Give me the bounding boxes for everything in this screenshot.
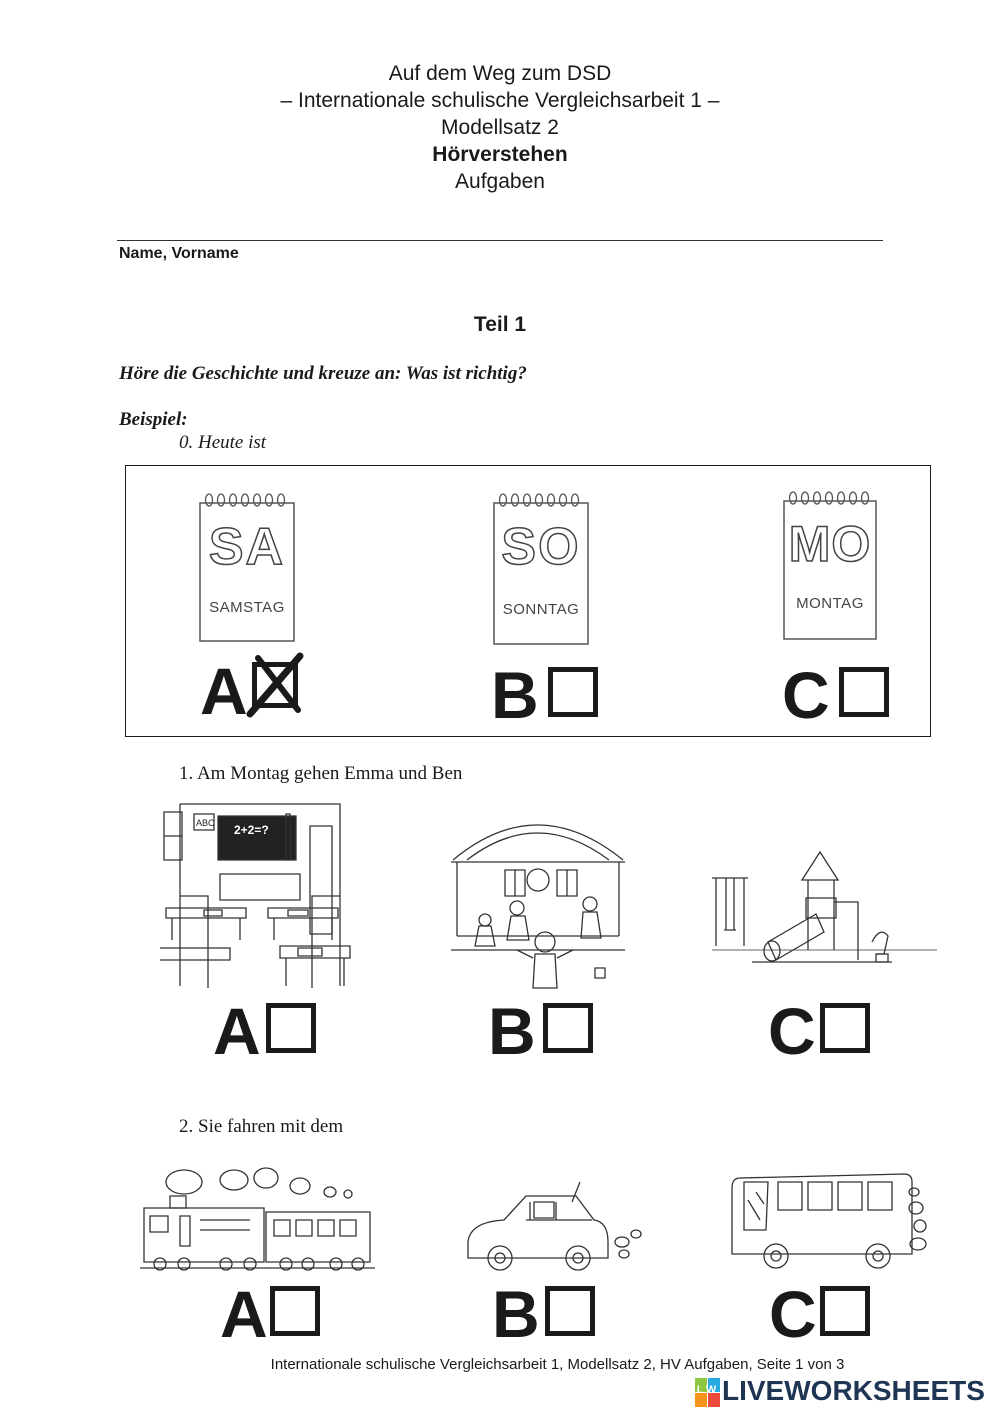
page-footer: Internationale schulische Vergleichsarbeit 1, Modellsatz 2, HV Aufgaben, Seite 1 von 3	[270, 1356, 845, 1373]
classroom-picture-icon	[160, 800, 360, 990]
checkbox-q1-a[interactable]	[266, 1003, 316, 1053]
checkbox-q1-c[interactable]	[820, 1003, 870, 1053]
calendar-day-label: SONNTAG	[502, 601, 580, 618]
header-skill: Hörverstehen	[432, 143, 568, 166]
option-letter-b: B	[492, 1277, 538, 1351]
checkbox-q2-c[interactable]	[820, 1286, 870, 1336]
header-tasks: Aufgaben	[455, 170, 545, 193]
example-question: 0. Heute ist	[179, 432, 267, 453]
checkmark-x-icon	[244, 650, 308, 718]
example-label: Beispiel:	[119, 409, 188, 430]
name-field-label: Name, Vorname	[119, 245, 239, 262]
option-letter-a: A	[213, 994, 259, 1068]
calendar-sunday-icon	[491, 491, 591, 646]
calendar-day-label: MONTAG	[796, 595, 864, 612]
name-input-line[interactable]	[117, 240, 883, 241]
checkbox-q2-b[interactable]	[545, 1286, 595, 1336]
checkbox-example-c[interactable]	[839, 667, 889, 717]
calendar-saturday-icon	[197, 491, 297, 643]
header-subtitle: – Internationale schulische Vergleichsarbeit 1 –	[280, 89, 720, 112]
calendar-day-label: SAMSTAG	[209, 599, 285, 616]
classroom-board-sum: 2+2=?	[234, 823, 269, 837]
checkbox-q1-b[interactable]	[543, 1003, 593, 1053]
playground-picture-icon	[712, 850, 937, 990]
logo-letters: LW	[696, 1384, 720, 1396]
option-letter-b: B	[488, 994, 534, 1068]
question-2-text: 2. Sie fahren mit dem	[179, 1116, 344, 1137]
calendar-monday-icon	[781, 489, 879, 641]
train-picture-icon	[140, 1160, 375, 1275]
liveworksheets-brand: LIVEWORKSHEETS	[722, 1375, 985, 1406]
liveworksheets-logo-icon	[695, 1378, 721, 1408]
header-model-set: Modellsatz 2	[441, 116, 559, 139]
section-title: Teil 1	[473, 313, 527, 336]
section-instruction: Höre die Geschichte und kreuze an: Was ist richtig?	[119, 363, 527, 384]
kindergarten-picture-icon	[445, 800, 630, 990]
calendar-abbr: SA	[208, 518, 286, 576]
checkbox-q2-a[interactable]	[270, 1286, 320, 1336]
question-1-text: 1. Am Montag gehen Emma und Ben	[179, 763, 463, 784]
option-letter-c: C	[768, 994, 814, 1068]
checkbox-example-b[interactable]	[548, 667, 598, 717]
option-letter-c: C	[782, 658, 828, 732]
car-picture-icon	[460, 1180, 645, 1275]
option-letter-b: B	[491, 658, 537, 732]
option-letter-c: C	[769, 1277, 815, 1351]
calendar-abbr: SO	[501, 518, 581, 576]
header-title: Auf dem Weg zum DSD	[388, 62, 612, 85]
bus-picture-icon	[728, 1170, 928, 1275]
option-letter-a: A	[200, 654, 246, 728]
classroom-wall-sign: ABC	[196, 818, 215, 828]
option-letter-a: A	[220, 1277, 266, 1351]
calendar-abbr: MO	[788, 516, 872, 572]
